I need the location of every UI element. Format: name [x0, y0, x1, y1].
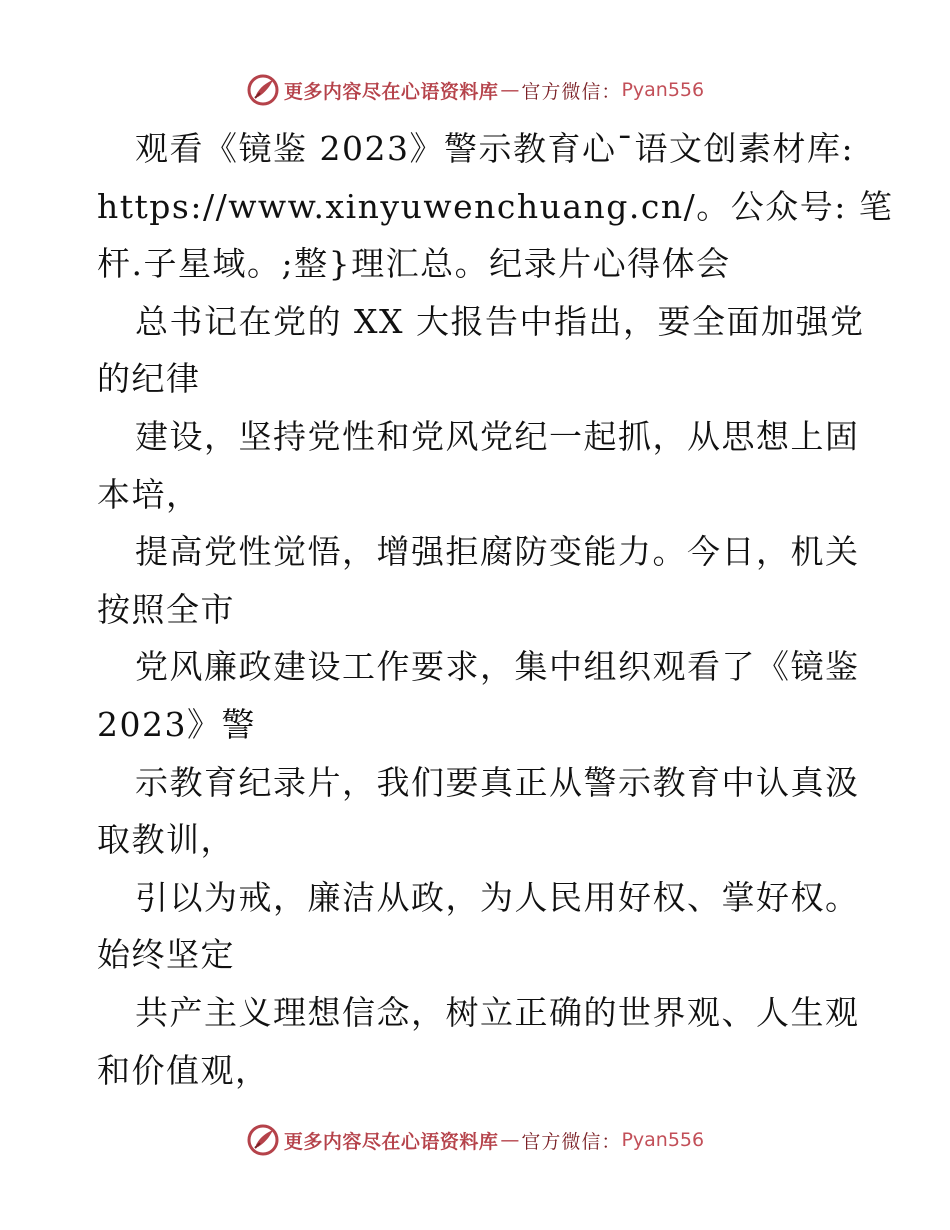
body-line: 总书记在党的 XX 大报告中指出，要全面加强党 [135, 301, 865, 341]
quill-logo-icon [246, 73, 280, 107]
body-line: 取教训， [97, 820, 235, 860]
quill-logo-icon [246, 1123, 280, 1157]
body-line: 的纪律 [97, 359, 201, 399]
banner-text: 更多内容尽在心语资料库 [283, 80, 499, 103]
banner-text: 更多内容尽在心语资料库 [283, 1130, 499, 1153]
body-line: 杆.子星域。;整}理汇总。纪录片心得体会 [97, 244, 731, 284]
body-line: 2023》警 [97, 704, 256, 744]
banner-dash: — [500, 79, 520, 101]
header-watermark-banner [0, 70, 950, 110]
banner-dash: — [500, 1129, 520, 1151]
banner-wechat-label: 官方微信： [521, 80, 622, 103]
footer-watermark-banner [0, 1120, 950, 1160]
body-line: 共产主义理想信念，树立正确的世界观、人生观 [135, 992, 860, 1032]
banner-wechat-id: Pyan556 [621, 79, 705, 101]
body-line: 党风廉政建设工作要求，集中组织观看了《镜鉴 [135, 647, 860, 687]
body-line: https://www.xinyuwenchuang.cn/。公众号: 笔 [97, 186, 894, 226]
banner-wechat-label: 官方微信： [521, 1130, 622, 1153]
body-line: 按照全市 [97, 589, 235, 629]
body-line: 观看《镜鉴 2023》警示教育心¯语文创素材库: [135, 129, 855, 168]
document-body [97, 120, 894, 1099]
body-line: 引以为戒，廉洁从政，为人民用好权、掌好权。 [135, 877, 860, 917]
body-line: 建设，坚持党性和党风党纪一起抓，从思想上固 [135, 416, 860, 456]
body-line: 始终坚定 [97, 935, 235, 975]
body-line: 和价值观， [97, 1050, 270, 1090]
body-line: 示教育纪录片，我们要真正从警示教育中认真汲 [135, 762, 860, 802]
body-line: 本培， [97, 474, 201, 514]
banner-wechat-id: Pyan556 [621, 1129, 705, 1151]
body-line: 提高党性觉悟，增强拒腐防变能力。今日，机关 [135, 532, 860, 572]
